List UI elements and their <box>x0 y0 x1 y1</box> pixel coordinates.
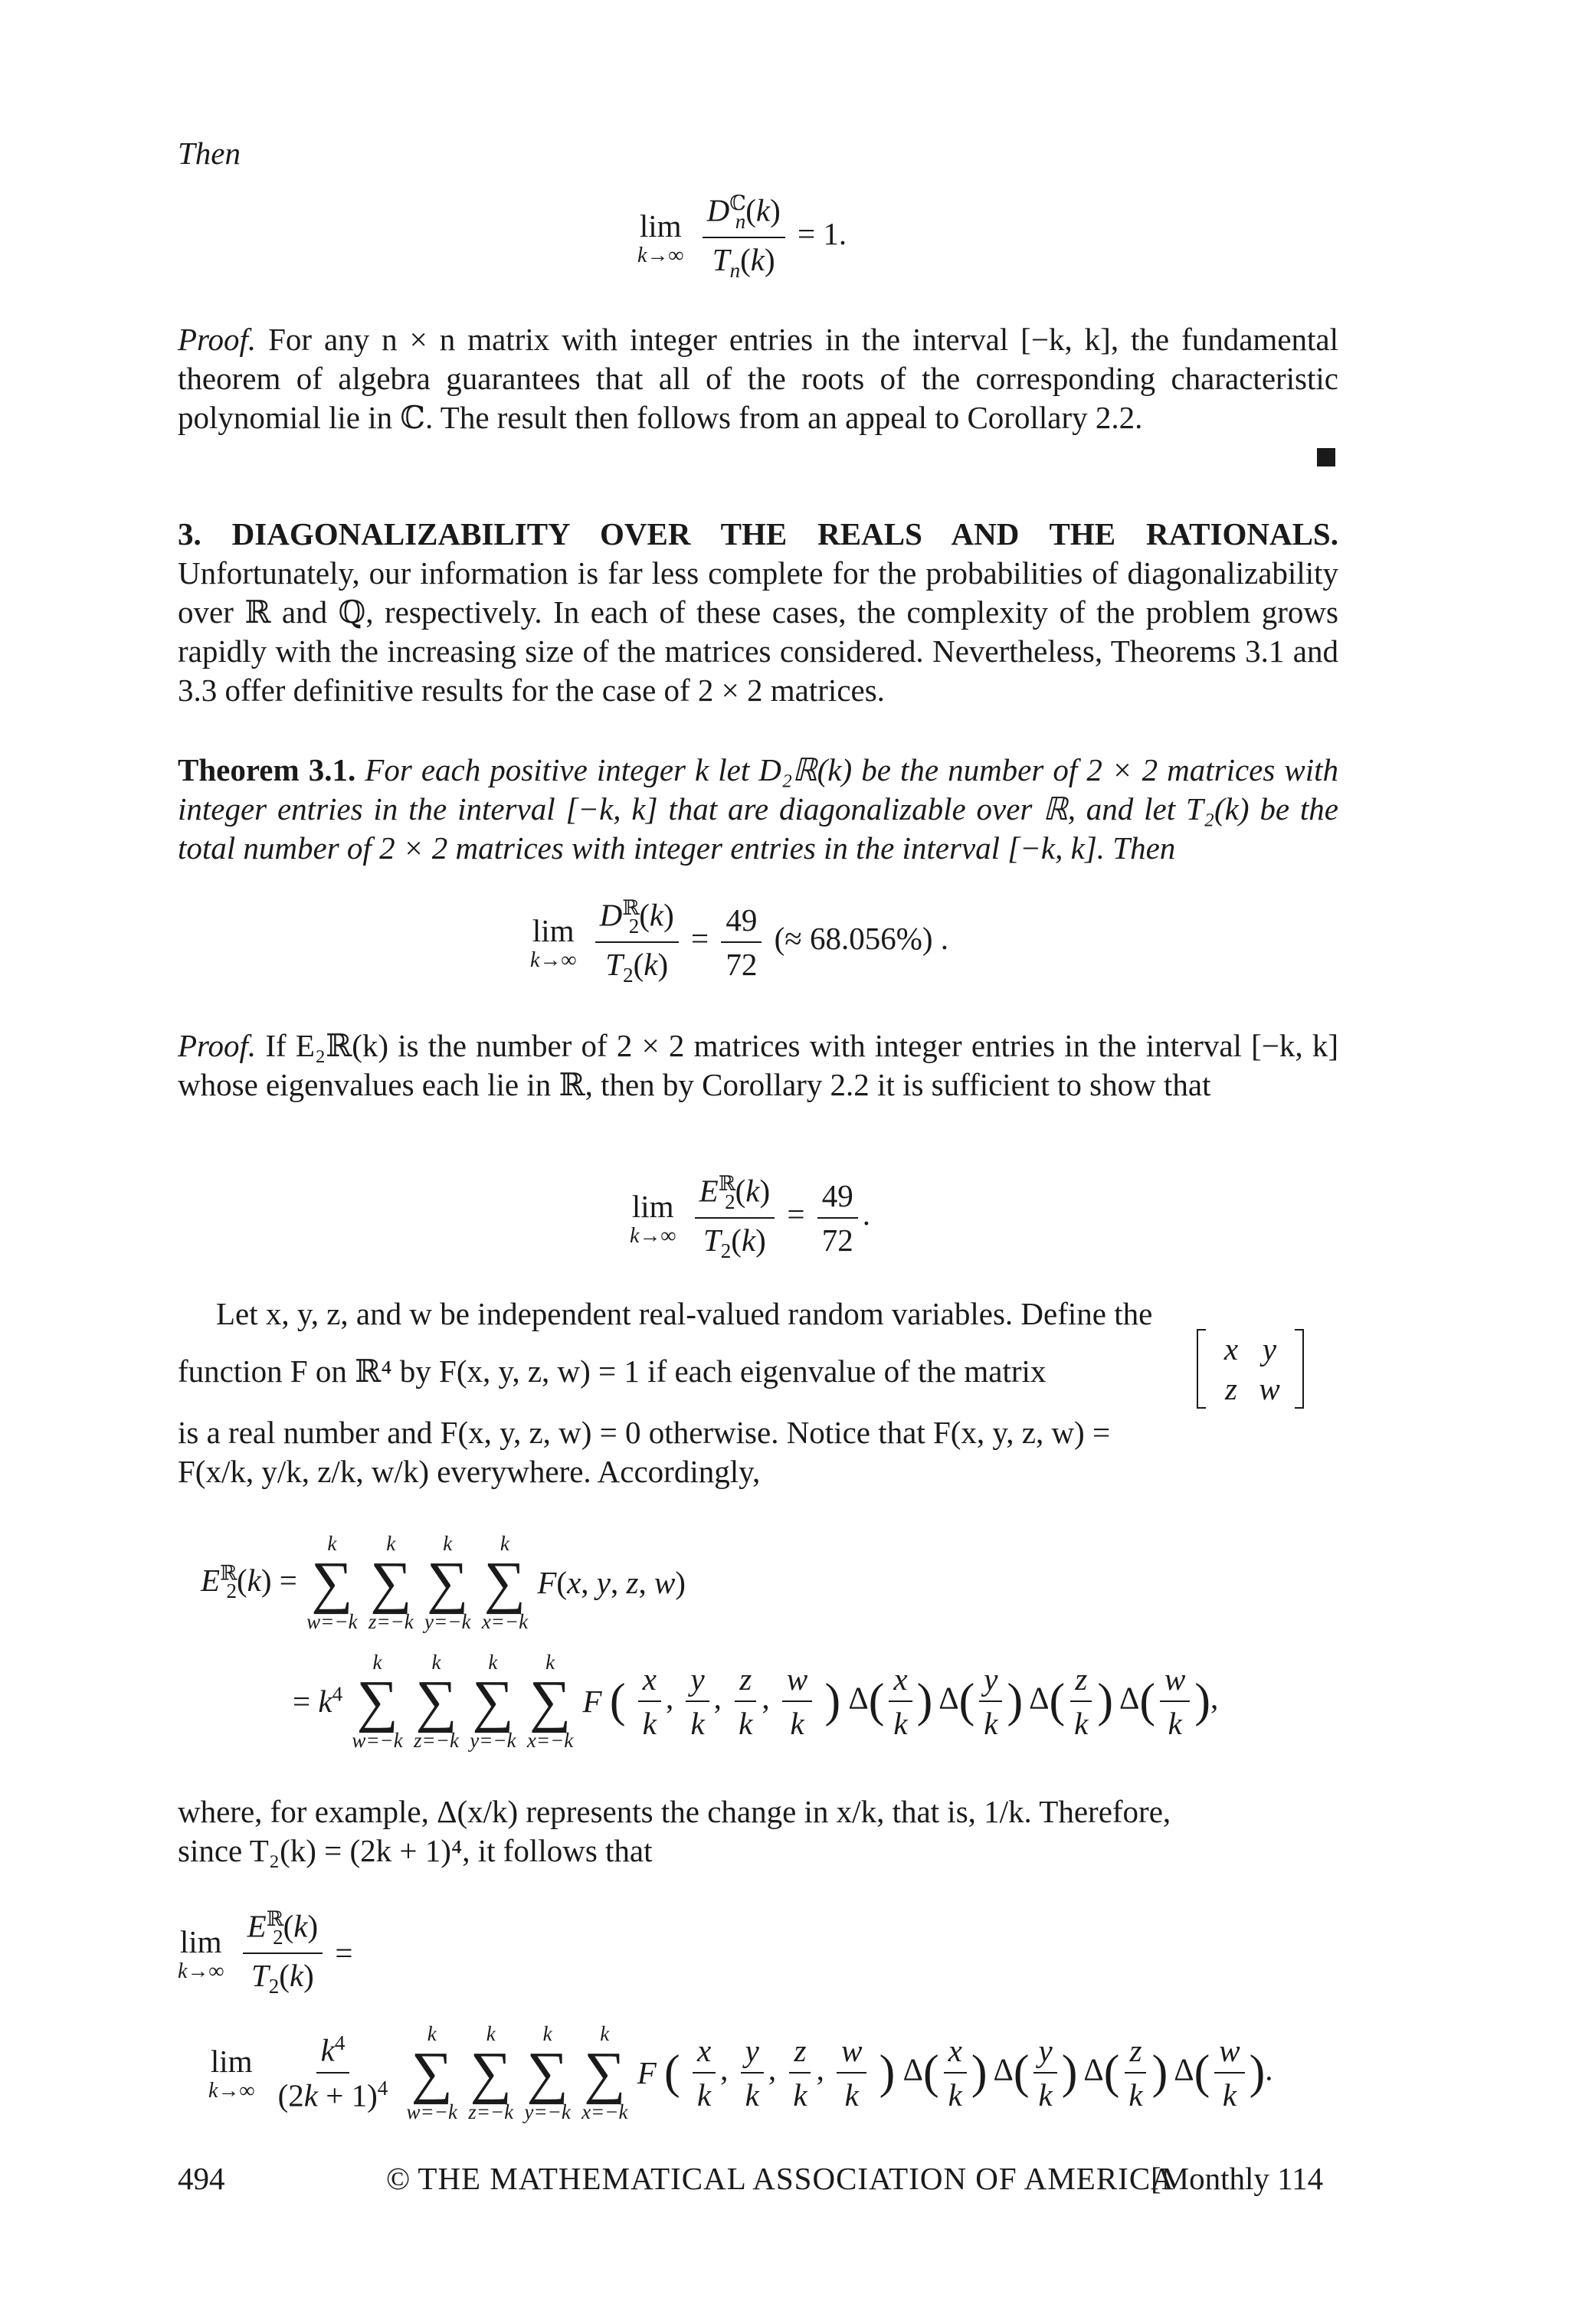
equation-limit-d2r: lim k→∞ $\frac{D^ℝ_2(k)}{T_2(k)}$ = $\frac{49}{72}$ (≈ 68.056%) . <box>530 896 949 987</box>
equation-limit-e2r: lim k→∞ $\frac{E^ℝ_2(k)}{T_2(k)}$ = $\frac{49}{72}$ . <box>630 1172 871 1263</box>
paragraph-let: Let x, y, z, and w be independent real-valued random variables. Define the <box>216 1296 1153 1331</box>
paragraph-accordingly: F(x/k, y/k, z/k, w/k) everywhere. Accordingly, <box>178 1454 761 1489</box>
page-number: 494 <box>178 2161 225 2196</box>
section-heading: 3. DIAGONALIZABILITY OVER THE REALS AND THE RATIONALS. <box>178 516 1338 552</box>
equation-final-sum: lim k→∞ $\frac{k^4}{(2k + 1)^4}$ k ∑ w=−k k ∑ z=−k k ∑ y=−k k ∑ x=−k F ( $\frac{x}{k}$ , $\frac{y}{k}$ , $\frac{z}{k}$ , $\frac{w}{k}$ ) Δ( $\frac{x}{k}$ ) Δ( $\frac{y}{k}$ ) Δ( $\frac{z}{k}$ ) Δ( $\frac{w}{k}$ ). <box>208 2022 1273 2123</box>
matrix-xyzw: x y z w <box>1197 1329 1304 1409</box>
equation-limit-dc: lim k→∞ $\frac{D^ℂ_n(k)}{T_n(k)}$ = 1. <box>637 191 847 283</box>
qed-square-icon <box>1317 448 1335 466</box>
footer-journal: [Monthly 114 <box>1151 2161 1324 2196</box>
limit-operator: lim k→∞ <box>637 208 684 267</box>
then-text: Then <box>178 136 241 171</box>
paragraph-function: function F on ℝ⁴ by F(x, y, z, w) = 1 if each eigenvalue of the matrix <box>178 1353 1047 1389</box>
theorem-label: Theorem 3.1. <box>178 752 356 787</box>
fraction: $\frac{D^ℂ_n(k)}{T_n(k)}$ <box>703 191 785 283</box>
paragraph-where: where, for example, Δ(x/k) represents the change in x/k, that is, 1/k. Therefore, <box>178 1794 1171 1829</box>
footer-copyright: © THE MATHEMATICAL ASSOCIATION OF AMERICA <box>386 2161 1174 2196</box>
section-3-paragraph: 3. DIAGONALIZABILITY OVER THE REALS AND THE RATIONALS. Unfortunately, our information is far less complete for the probabilities of diagonalizability over ℝ and ℚ, respectively. In each of these cases, the complexity of the problem grows rapidly with the increasing size of the matrices considered. Nevertheless, Theorems 3.1 and 3.3 offer definitive results for the case of 2 × 2 matrices. <box>178 516 1338 708</box>
equation-sum-scaled: = $k^4$ k ∑ w=−k k ∑ z=−k k ∑ y=−k k ∑ x=−k F ( $\frac{x}{k}$ , $\frac{y}{k}$ , $\frac{z}{k}$ , $\frac{w}{k}$ ) Δ( $\frac{x}{k}$ ) Δ( $\frac{y}{k}$ ) Δ( $\frac{z}{k}$ ) Δ( $\frac{w}{k}$ ), <box>293 1651 1219 1752</box>
proof-paragraph-2: Proof. If E₂ℝ(k) is the number of 2 × 2 matrices with integer entries in the interval [−k, k] whose eigenvalues each lie in ℝ, then by Corollary 2.2 it is sufficient to show that <box>178 1028 1338 1102</box>
proof-paragraph-1: Proof. For any n × n matrix with integer entries in the interval [−k, k], the fundamental theorem of algebra guarantees that all of the roots of the corresponding characteristic polynomial lie in ℂ. The result then follows from an appeal to Corollary 2.2. <box>178 322 1339 435</box>
equation-sum-e2r: $E^ℝ_2(k)$ = k ∑ w=−k k ∑ z=−k k ∑ y=−k k ∑ x=−k F(x, y, z, w) <box>201 1532 686 1633</box>
copyright-icon: © <box>386 2161 411 2196</box>
paragraph-real: is a real number and F(x, y, z, w) = 0 otherwise. Notice that F(x, y, z, w) = <box>178 1415 1111 1450</box>
theorem-3-1: Theorem 3.1. For each positive integer k let D₂ℝ(k) be the number of 2 × 2 matrices with integer entries in the interval [−k, k] that are diagonalizable over ℝ, and let T₂(k) be the total number of 2 × 2 matrices with integer entries in the interval [−k, k]. Then <box>178 752 1339 866</box>
equation-limit-ratio: lim k→∞ $\frac{E^ℝ_2(k)}{T_2(k)}$ = <box>178 1907 353 1998</box>
paragraph-since: since T₂(k) = (2k + 1)⁴, it follows that <box>178 1833 653 1868</box>
